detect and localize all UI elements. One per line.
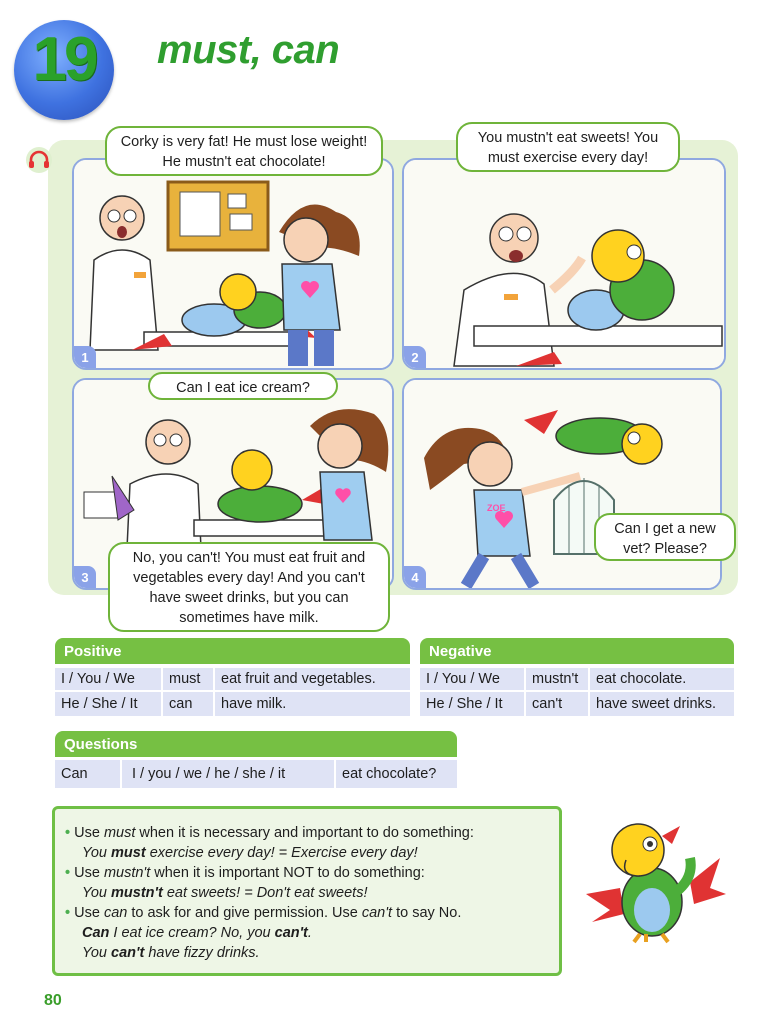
positive-verb-1: eat fruit and vegetables.	[215, 668, 410, 690]
positive-subject-2: He / She / It	[55, 692, 161, 716]
positive-verb-2: have milk.	[215, 692, 410, 716]
unit-number: 19	[32, 25, 96, 94]
headphones-icon[interactable]	[24, 147, 54, 173]
grammar-rules-box	[52, 806, 562, 976]
bullet-icon: •	[65, 905, 71, 921]
comic-panel-2	[402, 158, 726, 370]
rule-can: • Use can to ask for and give permission. Use can't to say No.	[65, 905, 462, 921]
negative-modal-1: mustn't	[526, 668, 588, 690]
example-cant: You can't have fizzy drinks.	[82, 945, 260, 961]
negative-subject-1: I / You / We	[420, 668, 524, 690]
negative-modal-2: can't	[526, 692, 588, 716]
example-can: Can I eat ice cream? No, you can't.	[82, 925, 312, 941]
panel-number: 3	[74, 566, 96, 588]
speech-bubble-panel-4: Can I get a new vet? Please?	[594, 513, 736, 561]
panel-number: 4	[404, 566, 426, 588]
speech-bubble-panel-2: You mustn't eat sweets! You must exercise every day!	[456, 122, 680, 172]
rule-must: • Use must when it is necessary and important to do something:	[65, 825, 474, 841]
negative-verb-1: eat chocolate.	[590, 668, 734, 690]
example-must: You must exercise every day! = Exercise every day!	[82, 845, 418, 861]
shirt-label: ZOE	[487, 503, 506, 513]
panel-number: 2	[404, 346, 426, 368]
page-number: 80	[44, 992, 62, 1009]
bullet-icon: •	[65, 825, 71, 841]
unit-title: must, can	[157, 28, 340, 72]
positive-table-header: Positive	[55, 638, 410, 664]
positive-modal-2: can	[163, 692, 213, 716]
questions-modal: Can	[55, 760, 120, 788]
comic-panel-1	[72, 158, 394, 370]
panel-number: 1	[74, 346, 96, 368]
positive-subject-1: I / You / We	[55, 668, 161, 690]
vet-scolding-parrot-illustration	[404, 160, 724, 368]
speech-bubble-panel-1: Corky is very fat! He must lose weight! He mustn't eat chocolate!	[105, 126, 383, 176]
negative-table-header: Negative	[420, 638, 734, 664]
positive-modal-1: must	[163, 668, 213, 690]
speech-bubble-panel-3-bottom: No, you can't! You must eat fruit and vegetables every day! And you can't have sweet drinks, but you can sometimes have milk.	[108, 542, 390, 632]
parrot-mascot-illustration	[580, 818, 730, 946]
speech-bubble-panel-3-top: Can I eat ice cream?	[148, 372, 338, 400]
bullet-icon: •	[65, 865, 71, 881]
questions-subjects: I / you / we / he / she / it	[122, 760, 334, 788]
example-mustnt: You mustn't eat sweets! = Don't eat sweets!	[82, 885, 368, 901]
negative-subject-2: He / She / It	[420, 692, 524, 716]
vet-and-girl-illustration	[74, 160, 392, 368]
questions-table-header: Questions	[55, 731, 457, 757]
questions-verb: eat chocolate?	[336, 760, 457, 788]
rule-mustnt: • Use mustn't when it is important NOT to do something:	[65, 865, 425, 881]
negative-verb-2: have sweet drinks.	[590, 692, 734, 716]
